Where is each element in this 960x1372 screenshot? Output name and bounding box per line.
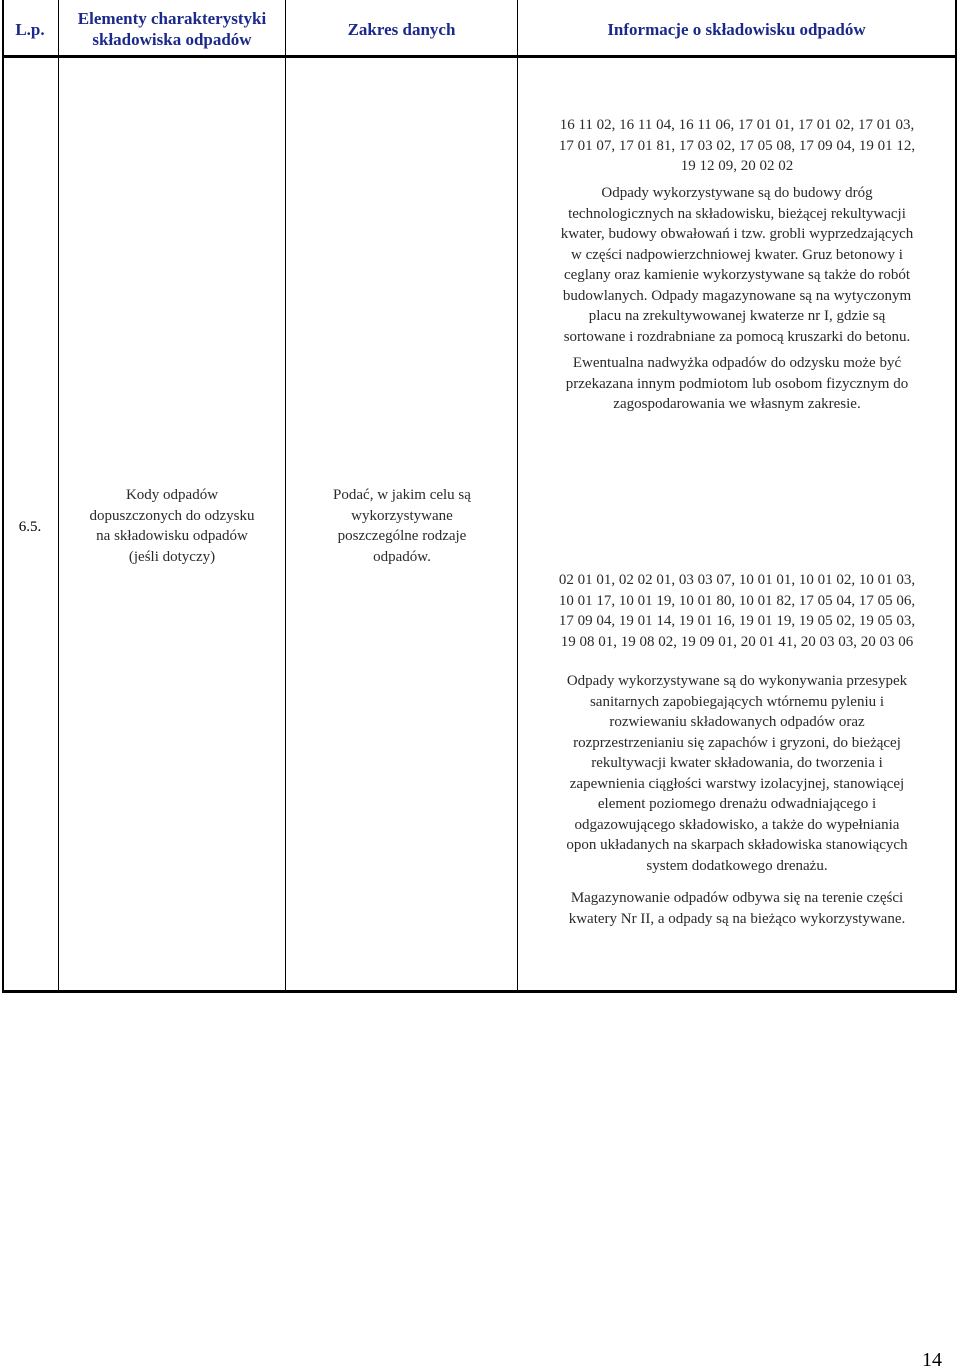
- row-element-line: na składowisku odpadów: [96, 528, 248, 544]
- row-scope-line: poszczególne rodzaje: [337, 528, 467, 544]
- header-elements-line2: składowiska odpadów: [92, 30, 252, 49]
- row-usage-line: opon układanych na skarpach składowiska stanowiących: [566, 837, 908, 853]
- top-usage-line: technologicznych na składowisku, bieżącej rekultywacji: [568, 205, 906, 222]
- row-element-line: Kody odpadów: [125, 487, 219, 503]
- row-codes-line: 17 09 04, 19 01 14, 19 01 16, 19 01 19, 19 05 02, 19 05 03,: [558, 613, 916, 629]
- top-codes-line: 19 12 09, 20 02 02: [680, 158, 794, 174]
- row-usage-line: rekultywacji kwater składowania, do tworzenia i: [591, 755, 883, 771]
- top-codes-line: 16 11 02, 16 11 04, 16 11 06, 17 01 01, 17 01 02, 17 01 03,: [559, 117, 915, 133]
- column-divider: [285, 0, 286, 993]
- row-codes-line: 19 08 01, 19 08 02, 19 09 01, 20 01 41, 20 03 03, 20 03 06: [560, 633, 914, 650]
- top-usage-line: placu na zrekultywowanej kwaterze nr I, gdzie są: [588, 308, 886, 324]
- row-usage-line: odgazowującego składowisko, a także do wypełniania: [574, 816, 900, 833]
- top-usage-line: budowlanych. Odpady magazynowane są na wytyczonym: [562, 287, 912, 304]
- top-usage-line: w części nadpowierzchniowej kwater. Gruz betonowy i: [571, 246, 903, 263]
- top-codes-block: [522, 115, 952, 177]
- header-lp: [2, 0, 58, 58]
- row-usage-block: [522, 671, 952, 876]
- header-scope-label: Zakres danych: [347, 19, 456, 39]
- row-storage-line: kwatery Nr II, a odpady są na bieżąco wykorzystywane.: [568, 910, 906, 927]
- row-element-cell: [62, 485, 282, 567]
- row-scope-line: Podać, w jakim celu są: [333, 487, 471, 503]
- column-divider: [517, 0, 518, 993]
- top-surplus-line: przekazana innym podmiotom lub osobom fizycznym do: [565, 375, 909, 392]
- header-elements-line1: Elementy charakterystyki: [77, 9, 267, 28]
- row-usage-line: zapewnienia ciągłości warstwy izolacyjnej, stanowiącej: [569, 775, 905, 792]
- top-usage-block: [522, 183, 952, 347]
- header-scope: [286, 0, 517, 58]
- row-number: 6.5.: [18, 519, 42, 535]
- row-usage-line: system dodatkowego drenażu.: [646, 857, 828, 874]
- row-usage-line: rozprzestrzenianiu się zapachów i gryzoni, do bieżącej: [573, 734, 901, 751]
- row-storage-block: [522, 888, 952, 929]
- header-info: [518, 0, 955, 58]
- top-usage-line: kwater, budowy obwałowań i tzw. grobli wyprzedzających: [560, 226, 914, 242]
- top-surplus-line: Ewentualna nadwyżka odpadów do odzysku może być: [572, 355, 902, 371]
- row-scope-line: odpadów.: [373, 548, 431, 565]
- row-storage-line: Magazynowanie odpadów odbywa się na terenie części: [570, 890, 904, 906]
- row-element-line: (jeśli dotyczy): [128, 548, 216, 565]
- top-usage-line: sortowane i rozdrabniane za pomocą kruszarki do betonu.: [563, 328, 911, 345]
- row-element-line: dopuszczonych do odzysku: [89, 507, 255, 524]
- row-usage-line: sanitarnych zapobiegających wtórnemu pyleniu i: [589, 693, 885, 710]
- row-usage-line: Odpady wykorzystywane są do wykonywania przesypek: [566, 673, 908, 689]
- top-codes-line: 17 01 07, 17 01 81, 17 03 02, 17 05 08, 17 09 04, 19 01 12,: [558, 137, 916, 154]
- top-surplus-block: [522, 353, 952, 415]
- top-surplus-line: zagospodarowania we własnym zakresie.: [613, 396, 861, 412]
- row-usage-line: rozwiewaniu składowanych odpadów oraz: [609, 714, 865, 730]
- top-usage-line: Odpady wykorzystywane są do budowy dróg: [601, 185, 873, 201]
- row-scope-line: wykorzystywane: [351, 507, 453, 524]
- row-codes-line: 10 01 17, 10 01 19, 10 01 80, 10 01 82, 17 05 04, 17 05 06,: [558, 592, 916, 609]
- top-usage-line: ceglany oraz kamienie wykorzystywane są także do robót: [563, 267, 911, 283]
- row-codes-block: [522, 570, 952, 652]
- row-usage-line: element poziomego drenażu odwadniającego i: [597, 796, 877, 812]
- header-lp-label: L.p.: [15, 19, 45, 39]
- page-number: 14: [922, 1349, 942, 1371]
- header-info-label: Informacje o składowisku odpadów: [607, 19, 866, 39]
- header-elements: [59, 0, 285, 58]
- column-divider: [58, 0, 59, 993]
- row-scope-cell: [290, 485, 514, 567]
- row-codes-line: 02 01 01, 02 02 01, 03 03 07, 10 01 01, 10 01 02, 10 01 03,: [558, 572, 916, 588]
